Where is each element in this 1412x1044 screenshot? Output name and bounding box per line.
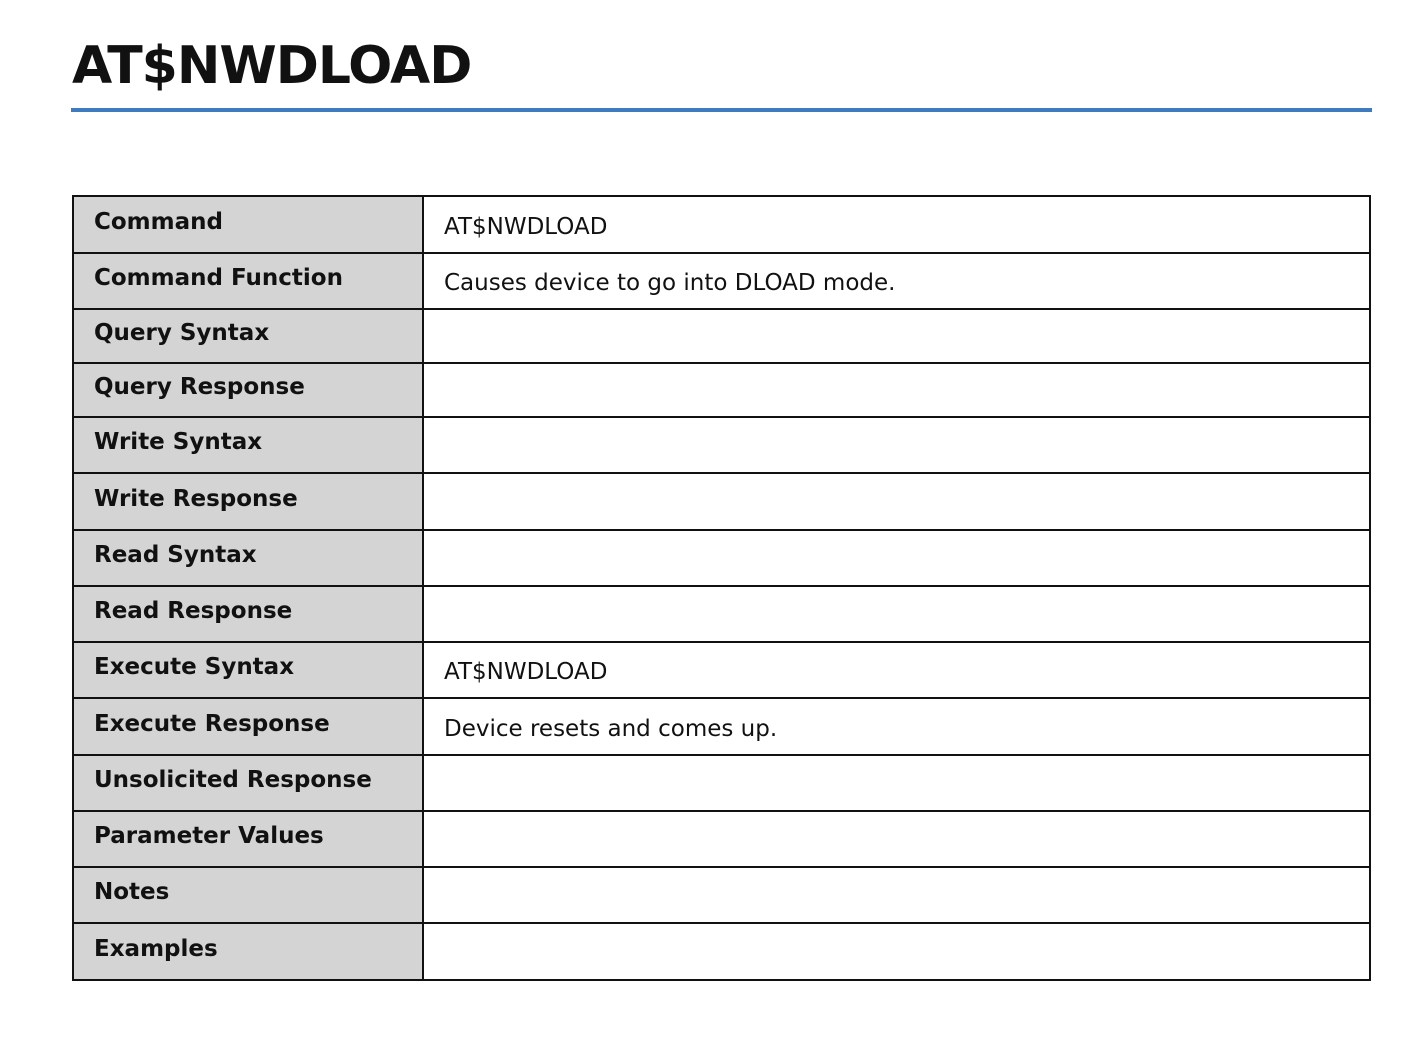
- table-row: [73, 755, 1370, 811]
- row-label: Command Function: [73, 253, 423, 309]
- row-label: Notes: [73, 867, 423, 923]
- row-value: [423, 698, 1370, 755]
- row-value-text: Causes device to go into DLOAD mode.: [444, 270, 896, 296]
- title-divider: [71, 108, 1372, 112]
- row-label: Query Response: [73, 363, 423, 417]
- table-row: [73, 811, 1370, 867]
- command-table: [72, 195, 1371, 981]
- row-value: [423, 196, 1370, 253]
- table-row: [73, 253, 1370, 309]
- row-label: Query Syntax: [73, 309, 423, 363]
- row-label: Execute Response: [73, 698, 423, 755]
- table-row: [73, 363, 1370, 417]
- row-value: [423, 811, 1370, 867]
- row-value-text: AT$NWDLOAD: [444, 659, 608, 685]
- table-row: [73, 309, 1370, 363]
- row-value: [423, 530, 1370, 586]
- row-value-text: AT$NWDLOAD: [444, 213, 608, 240]
- row-label: Parameter Values: [73, 811, 423, 867]
- page-title: AT$NWDLOAD: [72, 36, 472, 96]
- row-value: [423, 417, 1370, 473]
- row-label: Execute Syntax: [73, 642, 423, 698]
- table-row: [73, 698, 1370, 755]
- table-row: [73, 417, 1370, 473]
- table-row: [73, 867, 1370, 923]
- row-label: Read Syntax: [73, 530, 423, 586]
- table-row: [73, 923, 1370, 980]
- row-value: [423, 923, 1370, 980]
- table-row: [73, 586, 1370, 642]
- row-value: [423, 755, 1370, 811]
- row-value-text: Device resets and comes up.: [444, 715, 778, 742]
- row-label: Unsolicited Response: [73, 755, 423, 811]
- row-label: Write Response: [73, 473, 423, 530]
- row-label: Read Response: [73, 586, 423, 642]
- row-label: Write Syntax: [73, 417, 423, 473]
- row-value: [423, 642, 1370, 698]
- table-row: [73, 642, 1370, 698]
- table-row: [73, 530, 1370, 586]
- row-label: Examples: [73, 923, 423, 980]
- row-label: Command: [73, 196, 423, 253]
- row-value: [423, 363, 1370, 417]
- row-value: [423, 586, 1370, 642]
- row-value: [423, 253, 1370, 309]
- table-row: [73, 473, 1370, 530]
- row-value: [423, 867, 1370, 923]
- table-row: [73, 196, 1370, 253]
- row-value: [423, 473, 1370, 530]
- row-value: [423, 309, 1370, 363]
